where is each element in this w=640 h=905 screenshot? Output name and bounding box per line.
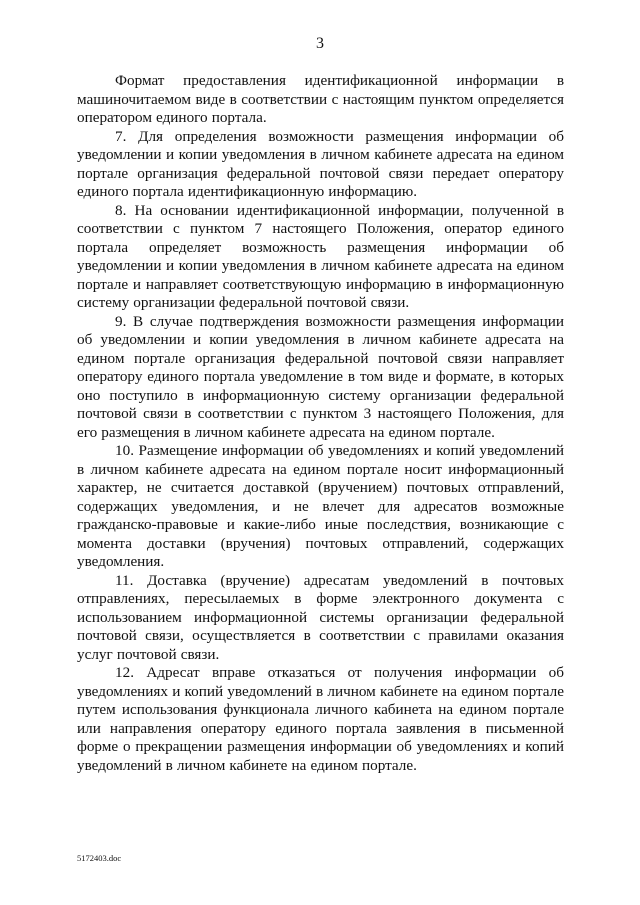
paragraph-item-12: 12. Адресат вправе отказаться от получения информации об уведомлениях и копий уведомлений в личном кабинете на едином портале путем использования функционала личного кабинета на едином портале или направления оператору единого портала заявления в письменной форме о прекращении размещения информации об уведомлениях и копий уведомлений в личном кабинете на едином портале.	[77, 664, 564, 774]
paragraph-item-10: 10. Размещение информации об уведомлениях и копий уведомлений в личном кабинете адресата на едином портале носит информационный характер, не считается доставкой (вручением) почтовых отправлений, содержащих уведомления, и не влечет для адресатов возможные гражданско-правовые и какие-либо иные последствия, возникающие с момента доставки (вручения) почтовых отправлений, содержащих уведомления.	[77, 442, 564, 570]
paragraph-item-11: 11. Доставка (вручение) адресатам уведомлений в почтовых отправлениях, пересылаемых в форме электронного документа с использованием информационной системы организации федеральной почтовой связи, осуществляется в соответствии с правилами оказания услуг почтовой связи.	[77, 571, 564, 663]
page-number: 3	[316, 35, 324, 52]
paragraph-item-8: 8. На основании идентификационной информации, полученной в соответствии с пунктом 7 настоящего Положения, оператор единого портала определяет возможность размещения информации об уведомлении и копии уведомления в личном кабинете адресата на едином портале и направляет соответствующую информацию в информационную систему организации федеральной почтовой связи.	[77, 201, 564, 311]
paragraph-format-note: Формат предоставления идентификационной информации в машиночитаемом виде в соответствии с настоящим пунктом определяется оператором единого портала.	[77, 72, 564, 126]
document-body	[77, 72, 564, 775]
paragraph-item-7: 7. Для определения возможности размещения информации об уведомлении и копии уведомления в личном кабинете адресата на едином портале организация федеральной почтовой связи передает оператору единого портала идентификационную информацию.	[77, 127, 564, 200]
document-file-code: 5172403.doc	[77, 853, 122, 863]
paragraph-item-9: 9. В случае подтверждения возможности размещения информации об уведомлении и копии уведомления в личном кабинете адресата на едином портале организация федеральной почтовой связи направляет оператору единого портала уведомление в том виде и формате, в которых оно поступило в информационную систему организации федеральной почтовой связи в соответствии с пунктом 3 настоящего Положения, для его размещения в личном кабинете адресата на едином портале.	[77, 312, 564, 441]
